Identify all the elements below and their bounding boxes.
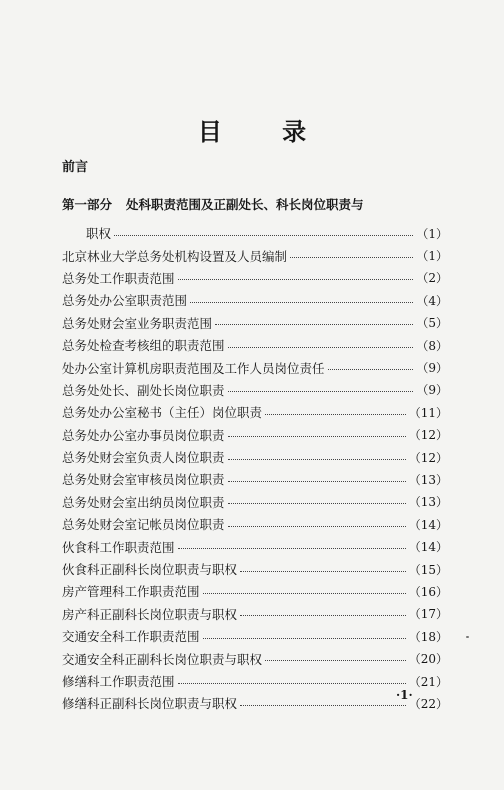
toc-entry <box>62 289 448 311</box>
toc-entry-title: 交通安全科工作职责范围 <box>62 629 200 645</box>
dot-leader <box>178 548 406 549</box>
toc-entry-title: 总务处检查考核组的职责范围 <box>62 338 225 354</box>
toc-entry <box>62 603 448 625</box>
toc-entry <box>62 356 448 378</box>
toc-entry-page: （17） <box>408 607 448 622</box>
dot-leader <box>215 324 413 325</box>
toc-entry-page: （1） <box>416 249 448 264</box>
toc-entry-title: 房产科正副科长岗位职责与职权 <box>62 606 238 622</box>
dot-leader <box>290 257 413 258</box>
toc-entry-page: （14） <box>408 540 448 555</box>
toc-entry <box>62 558 448 580</box>
toc-entry <box>62 625 448 647</box>
toc-entry-page: （9） <box>416 383 448 398</box>
dot-leader <box>178 279 414 280</box>
toc-entry-title: 总务处工作职责范围 <box>62 270 175 286</box>
toc-entry-title: 总务处财会室记帐员岗位职责 <box>62 517 225 533</box>
toc-entry <box>62 491 448 513</box>
toc-entry-page: （2） <box>416 271 448 286</box>
dot-leader <box>228 436 406 437</box>
toc-entry-title: 伙食科正副科长岗位职责与职权 <box>62 562 238 578</box>
toc-entry-page: （5） <box>416 316 448 331</box>
toc-entry-title: 总务处财会室审核员岗位职责 <box>62 472 225 488</box>
toc-entry-title: 总务处办公室秘书（主任）岗位职责 <box>62 405 263 421</box>
toc-entry-title: 北京林业大学总务处机构设置及人员编制 <box>62 248 288 264</box>
toc-entry-title: 总务处办公室职责范围 <box>62 293 188 309</box>
toc-entry <box>62 424 448 446</box>
toc-entry <box>62 244 448 266</box>
toc-entry <box>62 670 448 692</box>
toc-entry-page: （1） <box>416 226 448 241</box>
dot-leader <box>190 302 413 303</box>
toc-entry <box>62 468 448 490</box>
dot-leader <box>228 459 406 460</box>
toc-entry <box>62 580 448 602</box>
toc-entry <box>62 379 448 401</box>
toc-entry-title: 处办公室计算机房职责范围及工作人员岗位责任 <box>62 360 325 376</box>
toc-entry-page: （18） <box>408 629 448 644</box>
dot-leader <box>228 391 414 392</box>
toc-entry-page: （21） <box>408 674 448 689</box>
toc-entry <box>62 647 448 669</box>
toc-entry-page: （13） <box>408 472 448 487</box>
dot-leader <box>228 526 406 527</box>
toc-entry-title: 修缮科工作职责范围 <box>62 674 175 689</box>
toc-entry-page: （15） <box>408 562 448 577</box>
dot-leader <box>228 503 406 504</box>
dot-leader <box>265 414 406 415</box>
table-of-contents <box>62 222 448 715</box>
toc-entry-page: （13） <box>408 495 448 510</box>
toc-entry-title: 房产管理科工作职责范围 <box>62 584 200 600</box>
toc-entry-title: 交通安全科正副科长岗位职责与职权 <box>62 651 263 667</box>
part-title: 处科职责范围及正副处长、科长岗位职责与 <box>126 197 364 212</box>
toc-entry <box>62 334 448 356</box>
toc-entry <box>62 312 448 334</box>
toc-entry-title: 总务处处长、副处长岗位职责 <box>62 382 225 398</box>
dot-leader <box>178 683 406 684</box>
scan-speck <box>466 636 469 638</box>
dot-leader <box>328 369 414 370</box>
toc-entry-title: 伙食科工作职责范围 <box>62 539 175 555</box>
dot-leader <box>240 615 406 616</box>
dot-leader <box>228 347 414 348</box>
toc-entry-title: 总务处财会室负责人岗位职责 <box>62 450 225 466</box>
dot-leader <box>265 660 406 661</box>
page-title: 目 录 <box>197 118 333 146</box>
dot-leader <box>228 481 406 482</box>
toc-entry <box>62 513 448 535</box>
toc-entry-page: （9） <box>416 361 448 376</box>
toc-entry-page: （16） <box>408 584 448 599</box>
toc-entry-title: 修缮科正副科长岗位职责与职权 <box>62 696 238 712</box>
toc-entry-title: 职权 <box>86 226 112 242</box>
toc-entry <box>62 401 448 423</box>
toc-entry <box>62 267 448 289</box>
toc-entry-page: （12） <box>408 428 448 443</box>
toc-entry-page: （11） <box>408 405 448 420</box>
toc-entry-page: （20） <box>408 652 448 667</box>
dot-leader <box>203 638 406 639</box>
dot-leader <box>114 235 413 236</box>
dot-leader <box>240 705 406 706</box>
toc-entry-page: （4） <box>416 293 448 308</box>
part-label: 第一部分 <box>62 197 113 212</box>
toc-entry-title: 总务处财会室出纳员岗位职责 <box>62 494 225 510</box>
toc-entry <box>62 446 448 468</box>
dot-leader <box>203 593 406 594</box>
dot-leader <box>240 571 406 572</box>
toc-entry <box>62 535 448 557</box>
part-heading <box>62 195 364 213</box>
toc-entry-title: 总务处办公室办事员岗位职责 <box>62 427 225 443</box>
toc-entry-page: （22） <box>408 696 448 711</box>
page-number: ·1· <box>396 688 413 702</box>
preface-heading: 前言 <box>62 160 89 175</box>
toc-entry <box>62 222 448 244</box>
toc-entry-page: （12） <box>408 450 448 465</box>
toc-entry-page: （8） <box>416 338 448 353</box>
toc-entry-title: 总务处财会室业务职责范围 <box>62 315 213 331</box>
toc-entry <box>62 692 448 714</box>
toc-entry-page: （14） <box>408 517 448 532</box>
